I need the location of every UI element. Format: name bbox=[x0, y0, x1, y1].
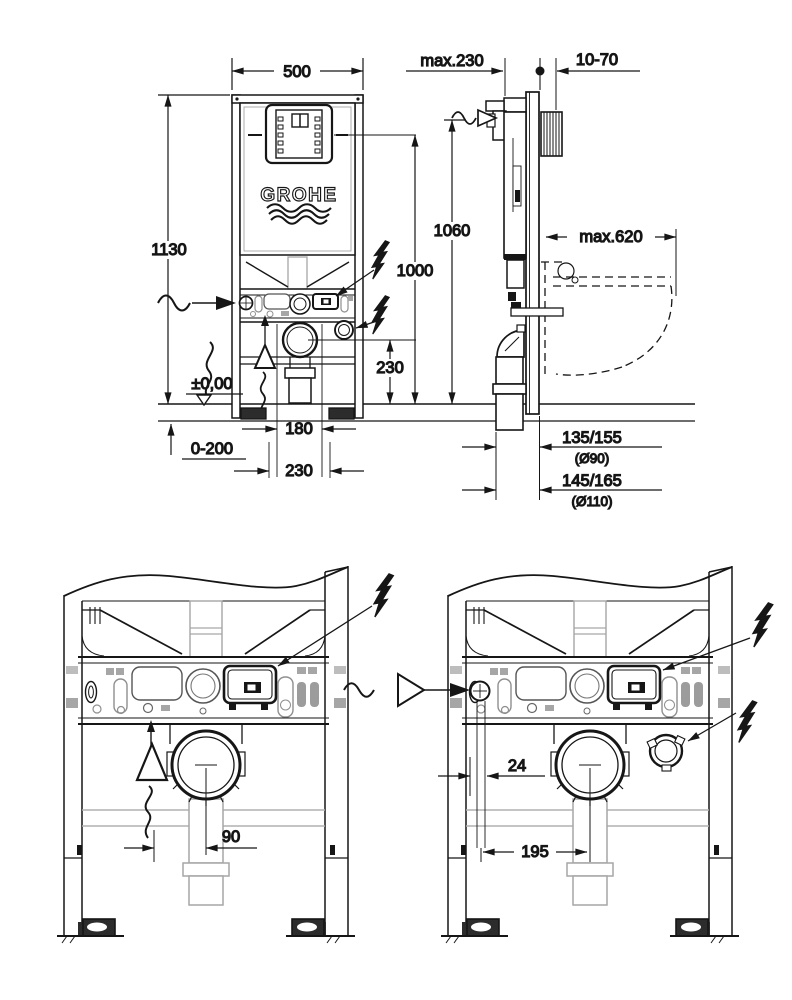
dim-foot-adjust bbox=[171, 424, 246, 459]
dim-label: max.620 bbox=[579, 228, 643, 246]
warning-arrow-icon bbox=[137, 720, 167, 838]
inspection-shaft bbox=[266, 105, 332, 163]
dim-label: 135/155 bbox=[562, 429, 622, 447]
dim-label: 1130 bbox=[151, 241, 187, 259]
power-connector bbox=[647, 735, 685, 771]
outlet-direction-icon bbox=[255, 315, 275, 415]
fixing-stud bbox=[511, 308, 563, 316]
grohe-logo-text: GROHE bbox=[260, 185, 338, 206]
dim-drain-offset-90 bbox=[462, 429, 662, 466]
dim-supply-offset-24 bbox=[438, 757, 545, 796]
dim-frame-depth bbox=[406, 52, 505, 96]
datum-label: ±0,00 bbox=[191, 375, 233, 393]
dim-label: 180 bbox=[285, 420, 313, 438]
dim-label: 500 bbox=[283, 63, 311, 81]
dim-width-500 bbox=[232, 58, 363, 90]
wall-reference-dot bbox=[536, 67, 545, 76]
water-supply-icon bbox=[158, 296, 236, 311]
dim-label: 1060 bbox=[433, 222, 471, 240]
dim-wall-finish bbox=[556, 51, 640, 110]
lightning-icon bbox=[738, 701, 757, 743]
dim-label: 230 bbox=[376, 359, 404, 377]
detail-view-left bbox=[57, 566, 355, 943]
lightning-icon bbox=[372, 296, 389, 334]
lightning-icon bbox=[372, 241, 389, 279]
dim-label: 90 bbox=[221, 828, 241, 846]
dim-spacing-230 bbox=[234, 442, 364, 480]
dim-label: 0-200 bbox=[190, 440, 234, 458]
dim-sublabel: (Ø110) bbox=[571, 494, 613, 509]
dim-outlet-230 bbox=[369, 340, 412, 404]
dim-height-1130 bbox=[146, 95, 233, 404]
dim-drain-offset-110 bbox=[462, 472, 662, 509]
lightning-icon bbox=[374, 574, 393, 617]
dim-label: 1000 bbox=[396, 262, 434, 280]
dim-label: 195 bbox=[521, 843, 549, 861]
dim-label: max.230 bbox=[420, 52, 484, 70]
wall-anchor-block bbox=[541, 112, 562, 156]
dim-spacing-180 bbox=[242, 420, 356, 438]
connection-plate bbox=[240, 294, 354, 317]
flush-bend-profile bbox=[497, 330, 524, 357]
dim-label: 145/165 bbox=[562, 472, 622, 490]
dim-label: 230 bbox=[285, 462, 313, 480]
lightning-icon bbox=[753, 603, 773, 647]
dim-sublabel: (Ø90) bbox=[574, 451, 610, 466]
dim-fixture-depth bbox=[546, 228, 676, 246]
dim-label: 24 bbox=[507, 757, 527, 775]
dim-label: 10-70 bbox=[575, 51, 619, 69]
toilet-outline bbox=[541, 262, 672, 377]
power-connector bbox=[335, 321, 353, 339]
detail-view-right bbox=[441, 566, 739, 943]
